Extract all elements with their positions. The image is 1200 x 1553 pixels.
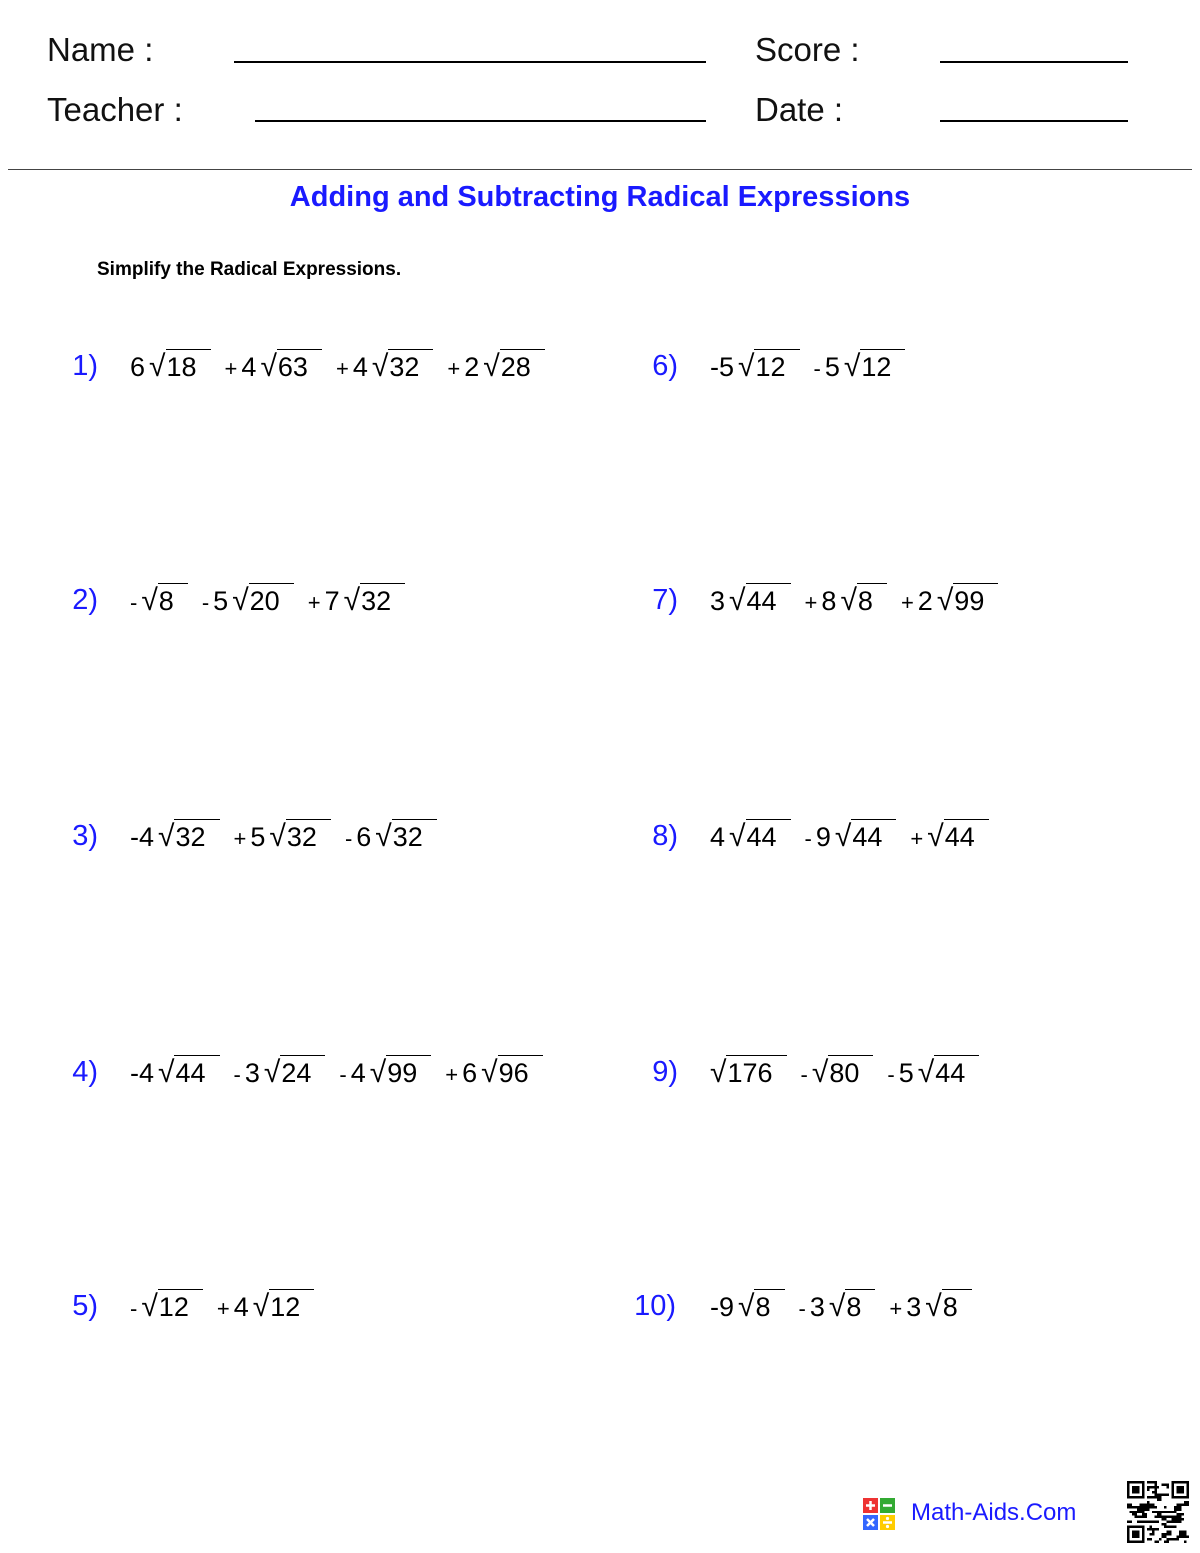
- date-label: Date :: [755, 91, 844, 128]
- radical-sign-icon: √: [936, 584, 954, 617]
- problem-2: [72, 577, 419, 621]
- radical-sign-icon: √: [263, 1056, 281, 1089]
- square-root: [835, 819, 897, 854]
- radicand: 8: [845, 1289, 875, 1322]
- radical-term: [805, 819, 897, 856]
- operator: +: [233, 826, 247, 851]
- coefficient: -9: [710, 1292, 735, 1322]
- radical-sign-icon: √: [811, 1056, 829, 1089]
- problem-5: [72, 1283, 328, 1327]
- operator: -: [804, 826, 812, 851]
- operator: +: [889, 1296, 903, 1321]
- problem-6: [652, 343, 919, 387]
- radicand: 44: [746, 583, 791, 616]
- radicand: 96: [498, 1055, 543, 1088]
- radicand: 18: [166, 349, 211, 382]
- problem-number: 8): [652, 820, 678, 852]
- radical-expression: [130, 577, 419, 620]
- radicand: 32: [174, 819, 219, 852]
- problem-10: [634, 1283, 986, 1327]
- radical-sign-icon: √: [149, 350, 166, 383]
- square-root: [927, 819, 989, 854]
- coefficient: 3: [244, 1058, 260, 1088]
- square-root: [158, 819, 220, 854]
- operator: -: [233, 1062, 241, 1087]
- radicand: 44: [944, 819, 989, 852]
- operator: -: [339, 1062, 347, 1087]
- radical-term: [801, 1055, 874, 1092]
- square-root: [375, 819, 437, 854]
- radical-sign-icon: √: [828, 1290, 846, 1323]
- operator: +: [447, 356, 461, 381]
- radical-sign-icon: √: [917, 1056, 935, 1089]
- radical-term: [217, 1289, 314, 1326]
- radicand: 44: [934, 1055, 979, 1088]
- coefficient: 3: [809, 1292, 825, 1322]
- square-root: [232, 583, 294, 618]
- square-root: [729, 819, 791, 854]
- radicand: 12: [158, 1289, 203, 1322]
- square-root: [269, 819, 331, 854]
- operator: -: [798, 1296, 806, 1321]
- radical-sign-icon: √: [710, 1056, 727, 1089]
- problem-9: [652, 1049, 993, 1093]
- radicand: 12: [269, 1289, 314, 1322]
- coefficient: 5: [898, 1058, 914, 1088]
- square-root: [729, 583, 791, 618]
- radicand: 80: [828, 1055, 873, 1088]
- problem-7: [652, 577, 1012, 621]
- radical-sign-icon: √: [141, 1290, 158, 1323]
- coefficient: 2: [917, 586, 933, 616]
- radicand: 99: [386, 1055, 431, 1088]
- radical-expression: [130, 1283, 328, 1326]
- square-root: [812, 1055, 874, 1090]
- radical-sign-icon: √: [158, 1056, 175, 1089]
- qr-code-icon[interactable]: [1127, 1481, 1189, 1543]
- worksheet-title: Adding and Subtracting Radical Expressions: [289, 181, 911, 213]
- radical-term: [202, 583, 294, 620]
- radical-term: [887, 1055, 979, 1092]
- radicand: 32: [392, 819, 437, 852]
- coefficient: 3: [906, 1292, 922, 1322]
- problem-number: 4): [72, 1056, 98, 1088]
- radical-sign-icon: √: [269, 820, 286, 853]
- radicand: 99: [953, 583, 998, 616]
- problem-8: [652, 813, 1003, 857]
- square-root: [829, 1289, 876, 1324]
- problem-number: 6): [652, 350, 678, 382]
- radical-term: [234, 1055, 326, 1092]
- radical-sign-icon: √: [483, 350, 500, 383]
- radical-expression: [130, 813, 451, 856]
- square-root: [253, 1289, 315, 1324]
- operator: -: [201, 590, 210, 615]
- radical-sign-icon: √: [252, 1290, 270, 1323]
- radical-sign-icon: √: [738, 1290, 755, 1323]
- coefficient: 5: [213, 586, 229, 616]
- operator: +: [804, 590, 818, 615]
- radical-term: [710, 349, 800, 384]
- coefficient: 4: [241, 352, 257, 382]
- radical-term: [710, 583, 791, 618]
- radical-term: [225, 349, 322, 386]
- problem-number: 10): [634, 1290, 676, 1322]
- problem-1: [72, 343, 559, 387]
- math-operators-logo-icon: [862, 1497, 896, 1531]
- teacher-label: Teacher :: [47, 91, 183, 128]
- radical-term: [710, 1289, 785, 1324]
- operator: +: [445, 1062, 459, 1087]
- problem-3: [72, 813, 451, 857]
- coefficient: -5: [710, 352, 735, 382]
- radical-sign-icon: √: [371, 350, 389, 383]
- square-root: [481, 1055, 543, 1090]
- radicand: 32: [388, 349, 433, 382]
- square-root: [710, 1055, 787, 1090]
- name-answer-line[interactable]: [234, 61, 706, 63]
- square-root: [738, 349, 800, 384]
- radicand: 32: [360, 583, 405, 616]
- operator: -: [813, 356, 821, 381]
- score-answer-line[interactable]: [940, 61, 1128, 63]
- instructions: Simplify the Radical Expressions.: [97, 259, 402, 280]
- coefficient: 4: [352, 352, 368, 382]
- operator: +: [224, 356, 238, 381]
- teacher-answer-line[interactable]: [255, 120, 706, 122]
- radical-sign-icon: √: [232, 584, 249, 617]
- radical-sign-icon: √: [834, 820, 852, 853]
- coefficient: 6: [462, 1058, 478, 1088]
- square-root: [141, 1289, 203, 1324]
- square-root: [918, 1055, 980, 1090]
- coefficient: 5: [824, 352, 840, 382]
- coefficient: 9: [815, 822, 831, 852]
- coefficient: -4: [130, 1058, 155, 1088]
- radical-term: [889, 1289, 971, 1326]
- radicand: 8: [754, 1289, 784, 1322]
- radical-expression: [710, 1049, 993, 1092]
- coefficient: 2: [464, 352, 480, 382]
- radicand: 63: [277, 349, 322, 382]
- coefficient: 6: [356, 822, 372, 852]
- radical-term: [336, 349, 433, 386]
- square-root: [738, 1289, 785, 1324]
- problem-number: 5): [72, 1290, 98, 1322]
- problem-number: 3): [72, 820, 98, 852]
- radical-term: [447, 349, 544, 386]
- problem-number: 7): [652, 584, 678, 616]
- radicand: 44: [746, 819, 791, 852]
- operator: -: [344, 826, 353, 851]
- operator: +: [900, 590, 914, 615]
- radicand: 12: [860, 349, 905, 382]
- coefficient: -4: [130, 822, 155, 852]
- radicand: 44: [851, 819, 896, 852]
- radicand: 12: [754, 349, 799, 382]
- square-root: [937, 583, 999, 618]
- radicand: 44: [174, 1055, 219, 1088]
- operator: -: [800, 1062, 808, 1087]
- radical-sign-icon: √: [343, 584, 361, 617]
- header-divider: [8, 169, 1192, 170]
- radical-term: [814, 349, 906, 386]
- radical-term: [710, 1055, 787, 1090]
- square-root: [840, 583, 887, 618]
- radicand: 176: [726, 1055, 786, 1088]
- operator: +: [307, 590, 321, 615]
- radical-term: [799, 1289, 876, 1326]
- square-root: [370, 1055, 432, 1090]
- radical-sign-icon: √: [738, 350, 755, 383]
- radical-expression: [130, 343, 559, 386]
- radical-expression: [710, 813, 1003, 856]
- square-root: [149, 349, 211, 384]
- radical-sign-icon: √: [843, 350, 861, 383]
- coefficient: 3: [710, 586, 726, 616]
- coefficient: 4: [710, 822, 726, 852]
- radical-sign-icon: √: [369, 1056, 387, 1089]
- radical-expression: [710, 1283, 986, 1326]
- coefficient: 4: [350, 1058, 366, 1088]
- square-root: [483, 349, 545, 384]
- radical-term: [130, 1055, 220, 1090]
- radical-term: [710, 819, 791, 854]
- radical-sign-icon: √: [481, 1056, 498, 1089]
- score-label: Score :: [755, 31, 860, 68]
- radical-term: [345, 819, 437, 856]
- coefficient: 5: [250, 822, 266, 852]
- radical-term: [130, 1289, 203, 1326]
- radical-sign-icon: √: [260, 350, 277, 383]
- radical-sign-icon: √: [141, 584, 158, 617]
- radical-sign-icon: √: [840, 584, 857, 617]
- radical-expression: [710, 343, 919, 386]
- operator: -: [887, 1062, 895, 1087]
- radicand: 24: [280, 1055, 325, 1088]
- radicand: 20: [249, 583, 294, 616]
- operator: +: [910, 826, 924, 851]
- radical-expression: [710, 577, 1012, 620]
- radicand: 8: [158, 583, 188, 616]
- name-label: Name :: [47, 31, 154, 68]
- radicand: 28: [500, 349, 545, 382]
- radical-term: [339, 1055, 431, 1092]
- operator: -: [130, 590, 138, 615]
- radical-term: [234, 819, 331, 856]
- radicand: 8: [857, 583, 887, 616]
- square-root: [925, 1289, 972, 1324]
- problem-4: [72, 1049, 557, 1093]
- radical-sign-icon: √: [925, 1290, 942, 1323]
- square-root: [260, 349, 322, 384]
- square-root: [372, 349, 434, 384]
- coefficient: 6: [130, 352, 146, 382]
- site-link[interactable]: Math-Aids.Com: [911, 1499, 1077, 1526]
- radical-expression: [130, 1049, 557, 1092]
- operator: +: [335, 356, 349, 381]
- date-answer-line[interactable]: [940, 120, 1128, 122]
- radical-term: [130, 583, 188, 620]
- problem-number: 2): [72, 584, 98, 616]
- square-root: [344, 583, 406, 618]
- radicand: 32: [286, 819, 331, 852]
- radical-sign-icon: √: [375, 820, 392, 853]
- radical-sign-icon: √: [729, 584, 746, 617]
- radical-term: [901, 583, 998, 620]
- radical-sign-icon: √: [158, 820, 175, 853]
- square-root: [264, 1055, 326, 1090]
- square-root: [141, 583, 188, 618]
- coefficient: 8: [821, 586, 837, 616]
- radical-sign-icon: √: [927, 820, 944, 853]
- radical-term: [130, 349, 211, 384]
- operator: -: [130, 1296, 138, 1321]
- radical-term: [805, 583, 887, 620]
- radical-term: [130, 819, 220, 854]
- coefficient: 7: [324, 586, 340, 616]
- radicand: 8: [942, 1289, 972, 1322]
- operator: +: [216, 1296, 230, 1321]
- radical-term: [910, 819, 988, 856]
- problem-number: 9): [652, 1056, 678, 1088]
- square-root: [844, 349, 906, 384]
- radical-term: [445, 1055, 542, 1092]
- square-root: [158, 1055, 220, 1090]
- radical-sign-icon: √: [729, 820, 746, 853]
- problem-number: 1): [72, 350, 98, 382]
- radical-term: [308, 583, 405, 620]
- coefficient: 4: [233, 1292, 249, 1322]
